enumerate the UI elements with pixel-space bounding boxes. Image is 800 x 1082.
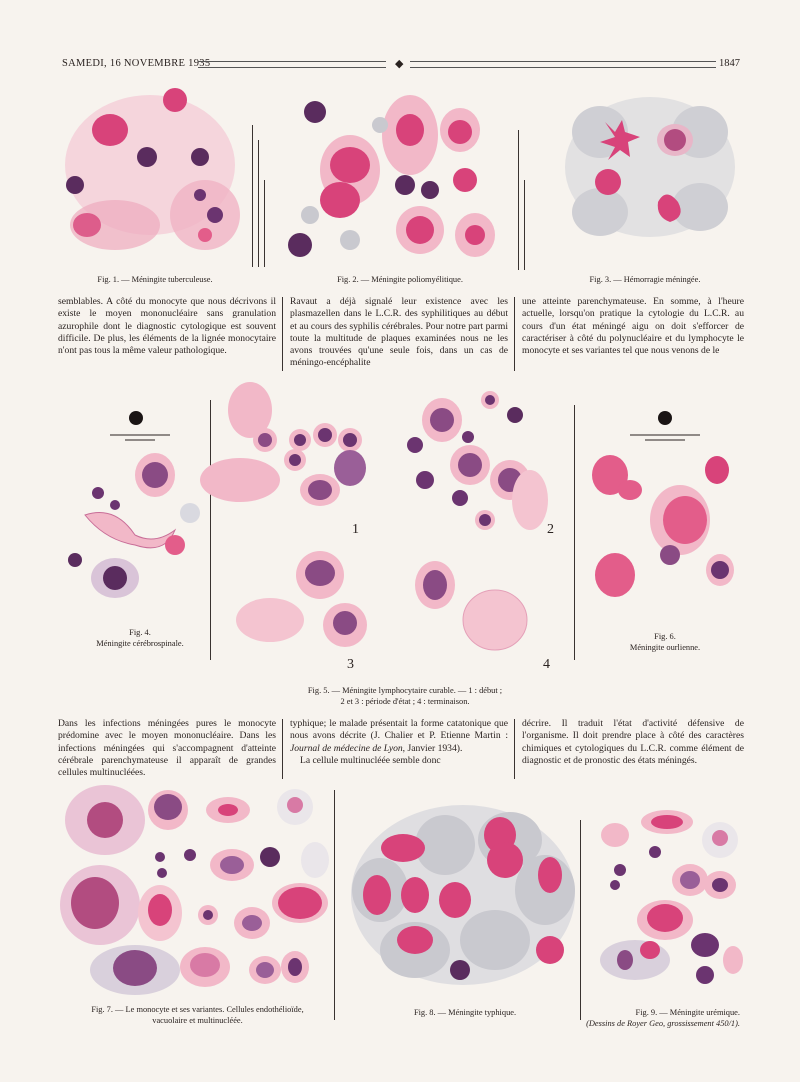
divider-mid-right [574, 405, 575, 660]
text-bottom-col2-b: , Janvier 1934). [402, 742, 463, 754]
fig7-caption [60, 1005, 335, 1026]
fig7-caption-line2: vacuolaire et multinucléée. [152, 1015, 243, 1025]
header-rule-left [198, 61, 386, 68]
fig4-illustration [70, 405, 210, 630]
text-bottom-col1: Dans les infections méningées pures le monocyte prédomine avec le moyen mononucléaire. Dans les infections méningées qui s'accompagnent d'atteinte cérébrale parenchymateuse il apparaît de grandes cellules multinucléées. [58, 718, 276, 779]
fig9-illustration [595, 800, 745, 995]
header-ornament: ◆ [395, 58, 404, 70]
fig2-illustration [280, 90, 505, 270]
fig4-caption-line1: Fig. 4. [129, 628, 151, 637]
text-top-col3: une atteinte parenchymateuse. En somme, à l'heure actuelle, lorsqu'on pratique la cytologie du L.C.R. au cours d'un état méningé aigu on doit s'efforcer de caractériser à côté du polynucléaire et du lymphocyte le monocyte et ses variantes tel que nous venons de le [522, 296, 744, 357]
text-top-col2: Ravaut a déjà signalé leur existence avec les plasmazellen dans le L.C.R. des syphilitiques au début et au cours des syphilis cérébrales. Pour notre part parmi toute la multitude de plaques examinées nous ne les avons trouvées qu'une seule fois, dans un cas de méningo-encéphalite [290, 296, 508, 369]
header-rule-right [410, 61, 716, 68]
divider-text-bottom-2 [514, 719, 515, 779]
fig6-caption-line2: Méningite ourlienne. [629, 642, 701, 652]
divider-bottom-left [334, 790, 335, 1020]
text-bottom-col3: décrire. Il traduit l'état d'activité défensive de l'organisme. Il doit prendre place à côté des caractères chimiques et cytologiques du L.C.R. comme élément de diagnostic et de pronostic des états méningés. [522, 718, 744, 766]
fig5-panel-3-label: 3 [347, 657, 354, 672]
fig5-caption-line2: 2 et 3 : période d'état ; 4 : terminaison. [340, 696, 470, 706]
fig1-caption: Fig. 1. — Méningite tuberculeuse. [97, 275, 213, 284]
text-top-col1: semblables. A côté du monocyte que nous décrivons il existe le moyen mononucléaire sans granulation azurophile dont le diagnostic cytologique est souvent difficile. De plus, les éléments de la lignée monocytaire n'ont pas tous la même valeur pathologique. [58, 296, 276, 357]
text-bottom-col2-a: typhique; le malade présentait la forme catatonique que nous avons décrite (J. Chalier et P. Etienne Martin : [290, 718, 508, 742]
header-date: SAMEDI, 16 NOVEMBRE 1935 [62, 58, 211, 69]
divider-row1-c [264, 180, 265, 267]
fig7-caption-line1: Fig. 7. — Le monocyte et ses variantes. Cellules endothélioïde, [91, 1005, 304, 1014]
fig4-caption-line2: Méningite cérébrospinale. [96, 638, 184, 648]
divider-bottom-right [580, 820, 581, 1020]
fig5-panel-1-label: 1 [352, 522, 359, 537]
fig5-caption [250, 686, 560, 707]
fig9-caption-line1: Fig. 9. — Méningite urémique. [635, 1008, 740, 1017]
divider-row1-a [252, 125, 253, 267]
divider-text-top-2 [514, 297, 515, 371]
divider-mid-left [210, 400, 211, 660]
fig8-caption: Fig. 8. — Méningite typhique. [413, 1008, 517, 1017]
divider-row1-d [518, 130, 519, 270]
divider-text-bottom-1 [282, 719, 283, 779]
divider-text-top-1 [282, 297, 283, 371]
fig3-illustration [560, 92, 740, 247]
fig7-illustration [60, 785, 330, 995]
fig2-caption: Fig. 2. — Méningite poliomyélitique. [337, 275, 463, 284]
fig8-illustration [345, 800, 580, 990]
divider-row1-e [524, 180, 525, 270]
fig3-caption: Fig. 3. — Hémorragie méningée. [589, 275, 701, 284]
text-bottom-col2 [290, 718, 508, 767]
fig5-caption-line1: Fig. 5. — Méningite lymphocytaire curable. — 1 : début ; [307, 686, 503, 695]
fig6-caption-line1: Fig. 6. [654, 632, 676, 641]
fig9-caption [530, 1008, 740, 1029]
fig6-caption [600, 632, 730, 653]
text-bottom-col2-c: La cellule multinucléée semble donc [300, 754, 441, 766]
fig5-panel-2-label: 2 [547, 522, 554, 537]
divider-row1-b [258, 140, 259, 267]
fig1-illustration [55, 85, 250, 260]
text-bottom-col2-journal: Journal de médecine de Lyon [290, 742, 403, 754]
fig5-illustration [220, 380, 570, 660]
fig5-panel-4-label: 4 [543, 657, 550, 672]
fig6-illustration [585, 405, 745, 630]
fig9-caption-line2: (Dessins de Royer Geo, grossissement 450/1). [586, 1018, 740, 1028]
fig4-caption [80, 628, 200, 649]
page-number: 1847 [719, 58, 740, 69]
